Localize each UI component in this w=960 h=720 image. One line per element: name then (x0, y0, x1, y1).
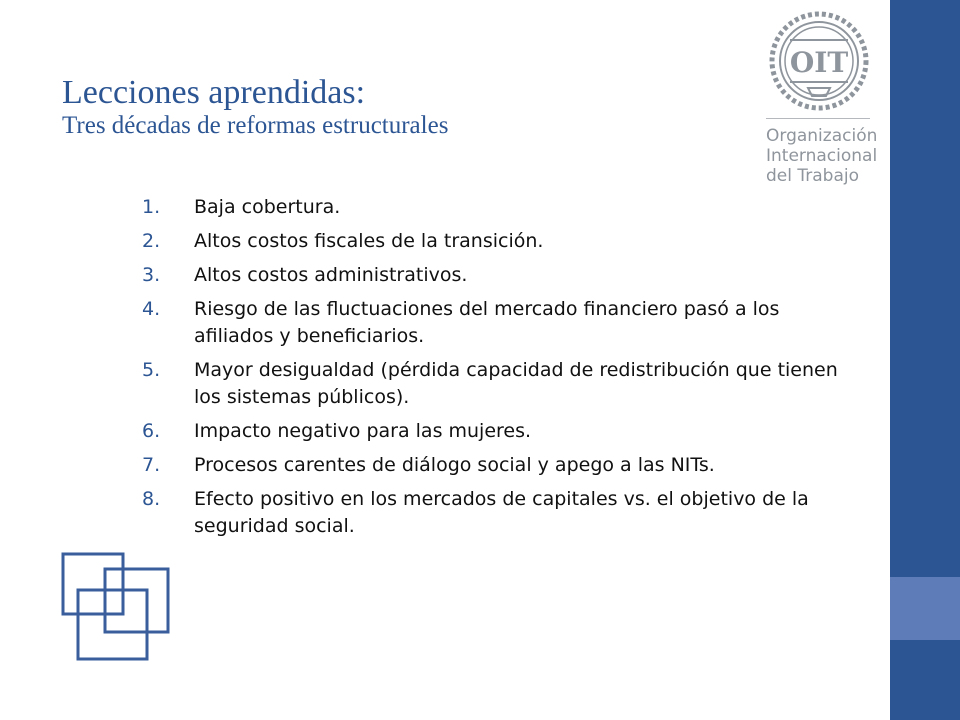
list-item-number: 7. (142, 454, 161, 476)
list-item-text: Altos costos administrativos. (194, 264, 468, 286)
list-item (142, 357, 860, 411)
list-item-text: Efecto positivo en los mercados de capitales vs. el objetivo de la seguridad social. (194, 488, 809, 537)
list-item (142, 228, 860, 255)
list-item-text: Altos costos fiscales de la transición. (194, 230, 544, 252)
list-item-text: Impacto negativo para las mujeres. (194, 420, 532, 442)
oit-emblem-icon (768, 10, 870, 112)
slide-title: Lecciones aprendidas: (62, 74, 366, 111)
logo-divider (766, 118, 870, 119)
list-item-text: Baja cobertura. (194, 196, 341, 218)
slide-subtitle: Tres décadas de reformas estructurales (62, 112, 449, 139)
list-item (142, 194, 860, 221)
logo-line-2: Internacional (766, 146, 878, 166)
list-item-number: 2. (142, 230, 161, 252)
list-item-number: 6. (142, 420, 161, 442)
list-item-number: 8. (142, 488, 161, 510)
list-item (142, 452, 860, 479)
right-side-accent-block (890, 577, 960, 640)
logo-text (766, 126, 877, 186)
oit-logo (764, 10, 878, 190)
list-item-text: Procesos carentes de diálogo social y apego a las NITs. (194, 454, 715, 476)
list-item-number: 1. (142, 196, 161, 218)
decorative-squares-icon (54, 545, 184, 675)
list-item-number: 5. (142, 359, 161, 381)
list-item-number: 3. (142, 264, 161, 286)
lessons-list (142, 194, 860, 547)
slide-title-block (62, 74, 762, 140)
oit-emblem-text: OIT (789, 46, 849, 79)
list-item (142, 262, 860, 289)
list-item (142, 418, 860, 445)
list-item-text: Mayor desigualdad (pérdida capacidad de redistribución que tienen los sistemas públicos). (194, 359, 838, 408)
list-item-text: Riesgo de las fluctuaciones del mercado financiero pasó a los afiliados y beneficiarios. (194, 298, 780, 347)
logo-line-3: del Trabajo (766, 166, 860, 186)
logo-line-1: Organización (766, 126, 878, 146)
list-item (142, 486, 860, 540)
list-item-number: 4. (142, 298, 161, 320)
list-item (142, 296, 860, 350)
